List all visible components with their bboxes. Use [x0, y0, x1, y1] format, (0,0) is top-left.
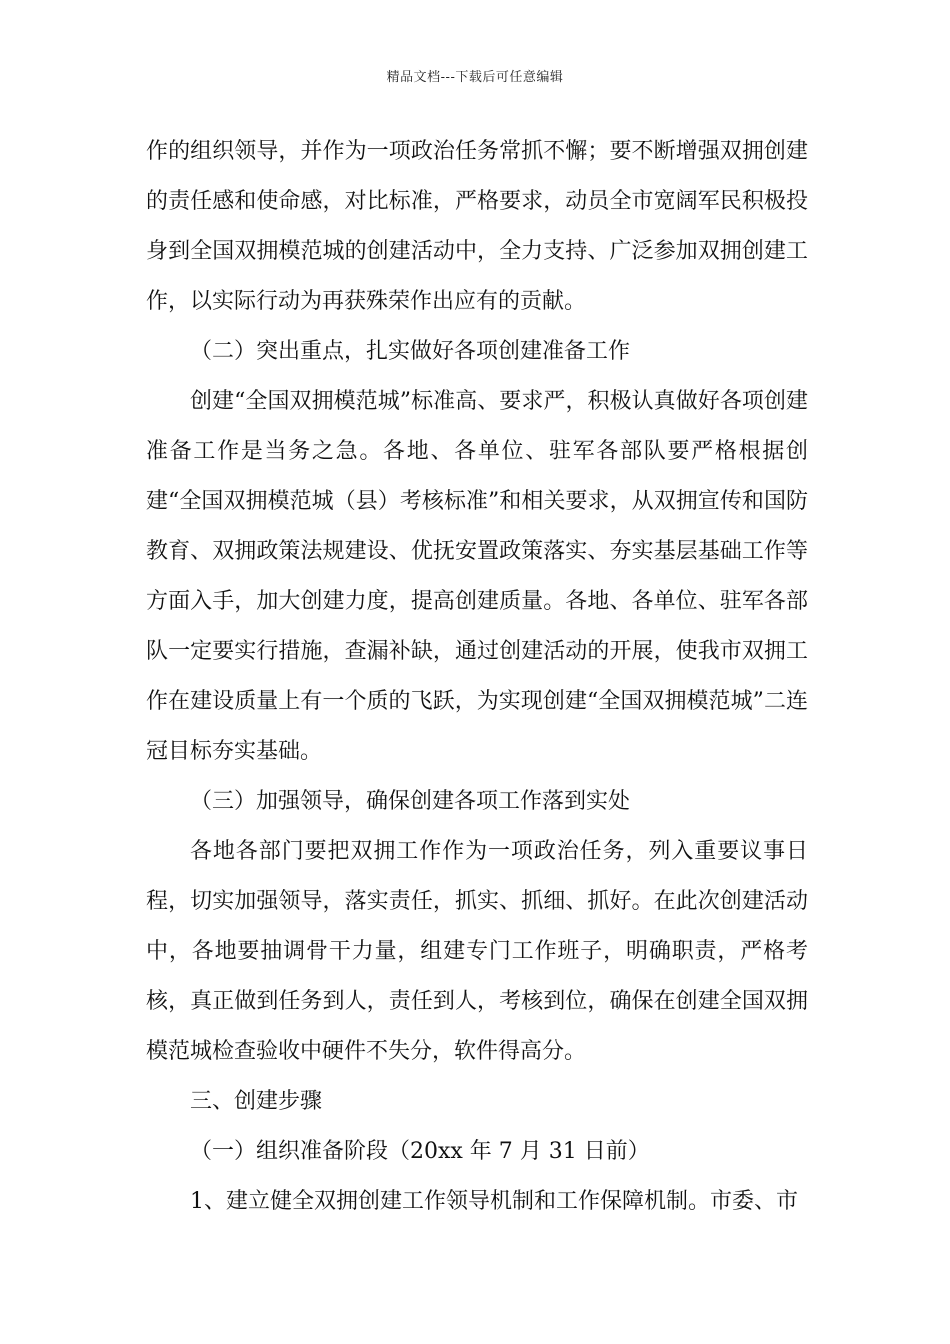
document-body: [146, 127, 808, 1227]
section-heading-3: （三）加强领导，确保创建各项工作落到实处: [190, 789, 631, 814]
paragraph-preparation: 创建“全国双拥模范城”标准高、要求严，积极认真做好各项创建准备工作是当务之急。各地、各单位、驻军各部队要严格根据创建“全国双拥模范城（县）考核标准”和相关要求，从双拥宣传和国防教育、双拥政策法规建设、优抚安置政策落实、夯实基层基础工作等方面入手，加大创建力度，提高创建质量。各地、各单位、驻军各部队一定要实行措施，查漏补缺，通过创建活动的开展，使我市双拥工作在建设质量上有一个质的飞跃，为实现创建“全国双拥模范城”二连冠目标夯实基础。: [146, 389, 808, 764]
page-header: 精品文档---下载后可任意编辑: [386, 70, 564, 85]
chapter-heading-steps: 三、创建步骤: [190, 1089, 323, 1114]
paragraph-leadership: 各地各部门要把双拥工作作为一项政治任务，列入重要议事日程，切实加强领导，落实责任，抓实、抓细、抓好。在此次创建活动中，各地要抽调骨干力量，组建专门工作班子，明确职责，严格考核，真正做到任务到人，责任到人，考核到位，确保在创建全国双拥模范城检查验收中硬件不失分，软件得高分。: [146, 839, 808, 1064]
paragraph-continuation: 作的组织领导，并作为一项政治任务常抓不懈；要不断增强双拥创建的责任感和使命感，对比标准，严格要求，动员全市宽阔军民积极投身到全国双拥模范城的创建活动中，全力支持、广泛参加双拥创建工作，以实际行动为再获殊荣作出应有的贡献。: [146, 139, 808, 314]
section-heading-2: （二）突出重点，扎实做好各项创建准备工作: [190, 339, 631, 364]
stage-heading-1: （一）组织准备阶段（20xx 年 7 月 31 日前）: [190, 1139, 650, 1164]
list-item-1: 1、建立健全双拥创建工作领导机制和工作保障机制。市委、市: [190, 1189, 798, 1214]
